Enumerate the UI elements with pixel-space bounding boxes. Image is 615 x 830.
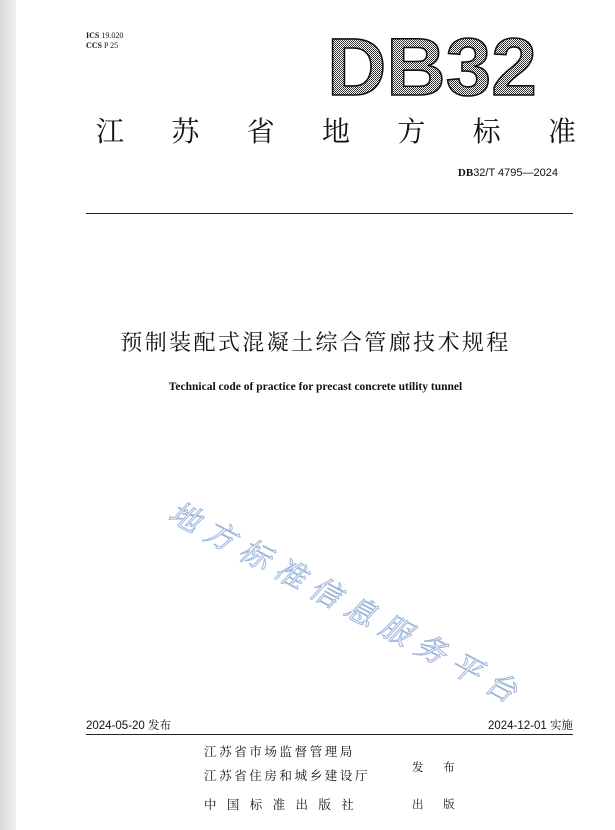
watermark-char: 方 [198,514,242,559]
issuer-market-regulation: 江苏省市场监督管理局 [204,744,356,759]
publish-label: 出 版 [412,797,463,811]
authority-char: 标 [472,115,501,148]
chinese-title: 预制装配式混凝土综合管廊技术规程 [120,331,511,356]
english-title: Technical code of practice for precast concrete utility tunnel [168,381,463,393]
watermark-char: 务 [408,627,452,673]
authority-char: 苏 [171,115,200,148]
classification-codes [86,31,123,51]
authority-char: 省 [246,115,275,148]
db32-logo [327,22,537,113]
page-edge [0,0,16,830]
publish-date: 2024-05-20 发布 [86,720,172,732]
date-row [86,717,573,733]
authority-char: 江 [96,115,125,148]
bottom-divider [86,734,573,735]
watermark-char: 服 [373,608,417,654]
effective-date: 2024-12-01 实施 [487,720,573,732]
document-page [16,0,615,830]
watermark-char: 标 [233,532,277,578]
logo-text: DB32 [327,22,537,113]
authority-char: 方 [397,115,426,148]
watermark-char: 信 [303,570,347,616]
top-divider [86,213,573,214]
issue-label: 发 布 [412,760,463,774]
watermark-char: 息 [338,589,382,635]
ics-code: 19.020 [101,31,124,40]
authority-title [96,110,576,150]
authority-char: 地 [322,115,351,148]
watermark-char: 平 [443,646,487,692]
watermark-char: 地 [163,495,206,541]
watermark-char: 台 [479,665,522,711]
watermark-char: 准 [268,551,312,597]
standard-prefix: DB [457,167,474,179]
authority-char: 准 [548,115,577,148]
standard-code: 32/T 4795—2024 [473,167,558,179]
watermark [163,495,526,720]
ics-label: ICS [86,31,100,40]
publisher-name: 中 国 标 准 出 版 社 [204,797,357,812]
ccs-code: P 25 [104,41,119,50]
issuer-housing-construction: 江苏省住房和城乡建设厅 [204,768,371,783]
standard-number [458,167,558,179]
ccs-label: CCS [86,41,103,50]
